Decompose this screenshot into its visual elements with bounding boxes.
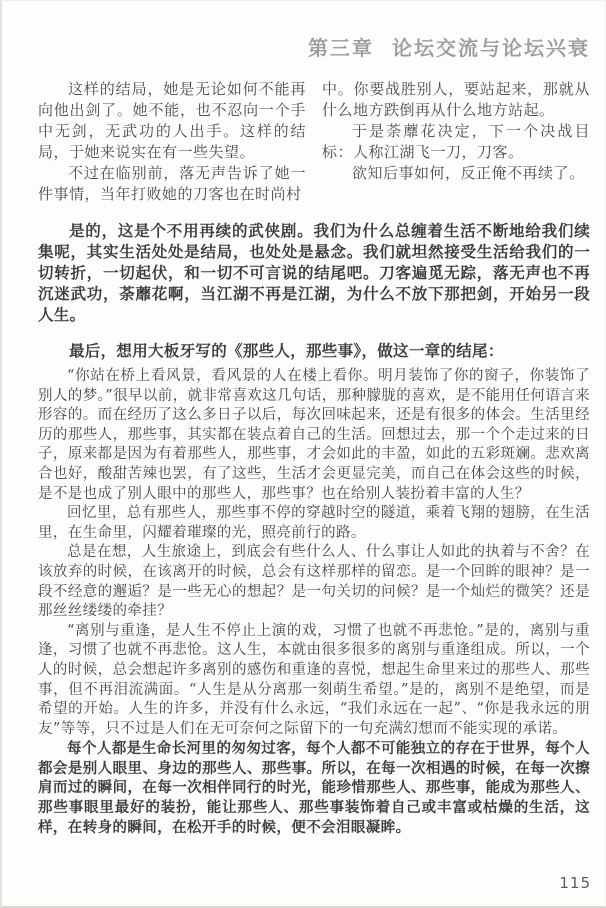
- chapter-number-label: 第三章: [308, 36, 374, 60]
- story-paragraph-continuation: 中。你要战胜别人，要站起来，那就从什么地方跌倒再从什么地方站起。: [322, 80, 590, 119]
- story-paragraph: 于是荼蘼花决定，下一个决战目标：人称江湖飞一刀，刀客。: [322, 122, 590, 161]
- commentary-paragraph: 是的，这是个不用再续的武侠剧。我们为什么总缠着生活不断地给我们续集呢，其实生活处处是结局，也处处是悬念。我们就坦然接受生活给我们的一切转折，一切起伏，和一切不可言说的结尾吧。刀客遍觅无踪，落无声也不再沉迷武功，荼蘼花啊，当江湖不再是江湖，为什么不放下那把剑，开始另一段人生。: [38, 222, 590, 324]
- story-left-column: [38, 79, 306, 205]
- story-paragraph: 欲知后事如何，反正俺不再续了。: [352, 164, 585, 182]
- essay-section: [38, 367, 590, 837]
- story-paragraph: 不过在临别前，落无声告诉了她一件事情，当年打败她的刀客也在时尚村: [38, 164, 306, 203]
- chapter-title: 论坛交流与论坛兴衰: [392, 36, 590, 60]
- essay-paragraph: “你站在桥上看风景，看风景的人在楼上看你。明月装饰了你的窗子，你装饰了别人的梦。”很早以前，就非常喜欢这几句话，那种朦胧的喜欢，是不能用任何语言来形容的。而在经历了这么多日子以后，每次回味起来，还是有很多的体会。生活里经历的那些人，那些事，其实都在装点着自己的生活。回想过去，那一个个走过来的日子，原来都是因为有着那些人，那些事，才会如此的丰盈，如此的五彩斑斓。悲欢离合也好，酸甜苦辣也罢，有了这些，生活才会更显完美，而自己在体会这些的时候，是不是也成了别人眼中的那些人，那些事？也在给别人装扮着丰富的人生？: [38, 368, 590, 502]
- story-right-column: [322, 79, 590, 205]
- story-paragraph: 这样的结局，她是无论如何不能再向他出剑了。她不能，也不忍向一个手中无剑，无武功的人出手。这样的结局，于她来说实在有一些失望。: [38, 80, 306, 161]
- chapter-header: [38, 35, 590, 61]
- essay-paragraph: 总是在想，人生旅途上，到底会有些什么人、什么事让人如此的执着与不舍？在该放弃的时候，在该离开的时候，总会有这样那样的留恋。是一个回眸的眼神？是一段不经意的邂逅？是一些无心的想起？是一句关切的问候？是一个灿烂的微笑？还是那丝丝缕缕的牵挂？: [38, 544, 590, 620]
- page-number: 115: [559, 874, 591, 892]
- essay-paragraph-emphasis: 每个人都是生命长河里的匆匆过客，每个人都不可能独立的存在于世界，每个人都会是别人眼里、身边的那些人、那些事。所以，在每一次相遇的时候，在每一次擦肩而过的瞬间，在每一次相伴同行的时光，能珍惜那些人、那些事，能成为那些人、那些事眼里最好的装扮，能让那些人、那些事装饰着自己或丰富或枯燥的生活，这样，在转身的瞬间，在松开手的时候，便不会泪眼凝眸。: [38, 740, 590, 836]
- closing-intro-line: 最后，想用大板牙写的《那些人，那些事》，做这一章的结尾：: [69, 342, 504, 360]
- story-two-column-section: [38, 79, 590, 205]
- essay-paragraph: 回忆里，总有那些人，那些事不停的穿越时空的隧道，乘着飞翔的翅膀，在生活里，在生命里，闪耀着璀璨的光，照亮前行的路。: [38, 505, 590, 541]
- essay-paragraph: “离别与重逢，是人生不停止上演的戏，习惯了也就不再悲怆。”是的，离别与重逢，习惯了也就不再悲怆。这人生，本就由很多很多的离别与重逢组成。所以，一个人的时候，总会想起许多离别的感伤和重逢的喜悦，想起生命里来过的那些人、那些事，但不再泪流满面。“人生是从分离那一刻萌生希望。”是的，离别不是绝望，而是希望的开始。人生的许多，并没有什么永远，“我们永远在一起”、“你是我永远的朋友”等等，只不过是人们在无可奈何之际留下的一句充满幻想而不能实现的承诺。: [38, 622, 590, 737]
